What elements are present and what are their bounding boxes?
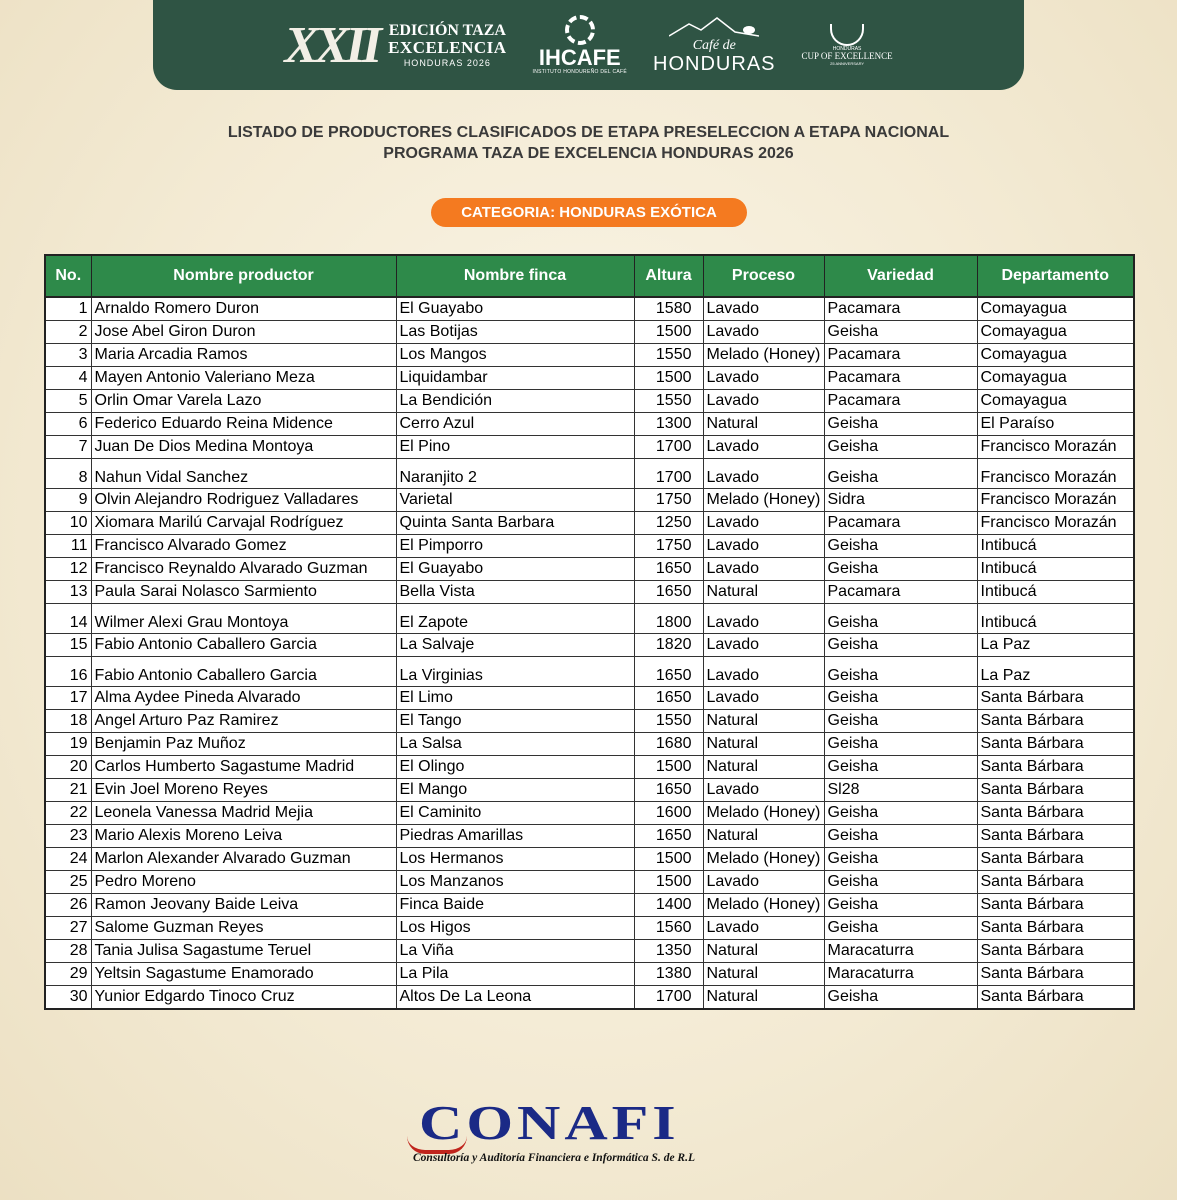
cell-variety: Geisha xyxy=(824,986,977,1010)
cell-farm: Finca Baide xyxy=(396,894,634,917)
cell-process: Lavado xyxy=(703,535,824,558)
cell-variety: Geisha xyxy=(824,871,977,894)
table-row xyxy=(45,802,1134,825)
conafi-wordmark: CONAFI xyxy=(419,1095,680,1150)
edition-line2: EXCELENCIA xyxy=(388,37,507,57)
cell-farm: El Guayabo xyxy=(396,297,634,321)
cell-farm: Los Hermanos xyxy=(396,848,634,871)
cell-process: Lavado xyxy=(703,390,824,413)
header-department: Departamento xyxy=(977,255,1134,297)
cell-farm: Liquidambar xyxy=(396,367,634,390)
cell-department: Santa Bárbara xyxy=(977,848,1134,871)
cell-process: Melado (Honey) xyxy=(703,848,824,871)
cell-no: 25 xyxy=(45,871,91,894)
cell-department: Intibucá xyxy=(977,535,1134,558)
cell-process: Lavado xyxy=(703,604,824,634)
cell-producer: Jose Abel Giron Duron xyxy=(91,321,396,344)
cell-altitude: 1550 xyxy=(634,710,703,733)
cell-producer: Pedro Moreno xyxy=(91,871,396,894)
table-row xyxy=(45,489,1134,512)
cell-producer: Xiomara Marilú Carvajal Rodríguez xyxy=(91,512,396,535)
cell-process: Lavado xyxy=(703,436,824,459)
table-row xyxy=(45,344,1134,367)
category-badge: CATEGORIA: HONDURAS EXÓTICA xyxy=(431,198,747,227)
cell-no: 23 xyxy=(45,825,91,848)
cell-department: La Paz xyxy=(977,657,1134,687)
cell-variety: Geisha xyxy=(824,756,977,779)
cell-farm: Las Botijas xyxy=(396,321,634,344)
cell-variety: Geisha xyxy=(824,848,977,871)
honduras-text: HONDURAS xyxy=(653,53,776,75)
cell-farm: El Pimporro xyxy=(396,535,634,558)
table-row xyxy=(45,779,1134,802)
cell-producer: Yunior Edgardo Tinoco Cruz xyxy=(91,986,396,1010)
cell-altitude: 1500 xyxy=(634,321,703,344)
cell-producer: Fabio Antonio Caballero Garcia xyxy=(91,634,396,657)
cell-process: Lavado xyxy=(703,687,824,710)
cell-variety: Geisha xyxy=(824,894,977,917)
cell-department: Santa Bárbara xyxy=(977,710,1134,733)
cell-department: Comayagua xyxy=(977,321,1134,344)
cell-no: 6 xyxy=(45,413,91,436)
coe-name: CUP OF EXCELLENCE xyxy=(801,50,893,61)
cell-farm: El Guayabo xyxy=(396,558,634,581)
cell-department: Comayagua xyxy=(977,297,1134,321)
table-row xyxy=(45,604,1134,634)
cell-process: Melado (Honey) xyxy=(703,344,824,367)
cell-producer: Francisco Reynaldo Alvarado Guzman xyxy=(91,558,396,581)
cell-no: 5 xyxy=(45,390,91,413)
table-row xyxy=(45,581,1134,604)
cell-department: Francisco Morazán xyxy=(977,459,1134,489)
cell-altitude: 1550 xyxy=(634,390,703,413)
cell-process: Lavado xyxy=(703,558,824,581)
cell-department: Comayagua xyxy=(977,367,1134,390)
cell-producer: Mayen Antonio Valeriano Meza xyxy=(91,367,396,390)
cell-producer: Maria Arcadia Ramos xyxy=(91,344,396,367)
cell-variety: Pacamara xyxy=(824,344,977,367)
cell-farm: La Salsa xyxy=(396,733,634,756)
cell-process: Natural xyxy=(703,710,824,733)
cell-department: Santa Bárbara xyxy=(977,986,1134,1010)
cell-no: 28 xyxy=(45,940,91,963)
cell-no: 15 xyxy=(45,634,91,657)
cell-no: 14 xyxy=(45,604,91,634)
cell-no: 12 xyxy=(45,558,91,581)
table-row xyxy=(45,512,1134,535)
cell-process: Melado (Honey) xyxy=(703,802,824,825)
cell-no: 19 xyxy=(45,733,91,756)
table-row xyxy=(45,657,1134,687)
cell-no: 7 xyxy=(45,436,91,459)
header-banner xyxy=(153,0,1024,90)
cell-process: Natural xyxy=(703,986,824,1010)
cell-producer: Evin Joel Moreno Reyes xyxy=(91,779,396,802)
cell-variety: Geisha xyxy=(824,604,977,634)
cell-farm: La Virginias xyxy=(396,657,634,687)
cell-process: Natural xyxy=(703,581,824,604)
table-row xyxy=(45,390,1134,413)
cell-altitude: 1680 xyxy=(634,733,703,756)
cell-farm: El Caminito xyxy=(396,802,634,825)
cell-altitude: 1800 xyxy=(634,604,703,634)
cell-variety: Geisha xyxy=(824,634,977,657)
table-row xyxy=(45,367,1134,390)
cell-producer: Ramon Jeovany Baide Leiva xyxy=(91,894,396,917)
cell-altitude: 1560 xyxy=(634,917,703,940)
cell-altitude: 1500 xyxy=(634,848,703,871)
cell-altitude: 1550 xyxy=(634,344,703,367)
cell-altitude: 1650 xyxy=(634,657,703,687)
cell-department: Intibucá xyxy=(977,604,1134,634)
document-title-line1: LISTADO DE PRODUCTORES CLASIFICADOS DE ETAPA PRESELECCION A ETAPA NACIONAL xyxy=(227,124,950,141)
cell-altitude: 1750 xyxy=(634,535,703,558)
cell-no: 22 xyxy=(45,802,91,825)
cell-farm: Bella Vista xyxy=(396,581,634,604)
coe-anniversary: 25 ANNIVERSARY xyxy=(830,61,865,67)
cell-producer: Orlin Omar Varela Lazo xyxy=(91,390,396,413)
cell-variety: Maracaturra xyxy=(824,963,977,986)
cell-department: Francisco Morazán xyxy=(977,489,1134,512)
cell-producer: Arnaldo Romero Duron xyxy=(91,297,396,321)
cell-farm: El Zapote xyxy=(396,604,634,634)
cell-altitude: 1700 xyxy=(634,986,703,1010)
cell-farm: Cerro Azul xyxy=(396,413,634,436)
gear-icon xyxy=(565,15,595,45)
cell-producer: Alma Aydee Pineda Alvarado xyxy=(91,687,396,710)
cafe-de-honduras-logo xyxy=(653,16,775,74)
cell-producer: Salome Guzman Reyes xyxy=(91,917,396,940)
cell-farm: Los Manzanos xyxy=(396,871,634,894)
table-row xyxy=(45,825,1134,848)
cell-department: Santa Bárbara xyxy=(977,963,1134,986)
table-row xyxy=(45,756,1134,779)
cell-department: Intibucá xyxy=(977,581,1134,604)
cell-no: 13 xyxy=(45,581,91,604)
cell-producer: Benjamin Paz Muñoz xyxy=(91,733,396,756)
cell-variety: Maracaturra xyxy=(824,940,977,963)
cell-no: 27 xyxy=(45,917,91,940)
cell-no: 26 xyxy=(45,894,91,917)
table-row xyxy=(45,436,1134,459)
cell-farm: El Mango xyxy=(396,779,634,802)
producers-table xyxy=(44,254,1135,1010)
cell-department: El Paraíso xyxy=(977,413,1134,436)
cell-no: 11 xyxy=(45,535,91,558)
cell-variety: Pacamara xyxy=(824,390,977,413)
cell-department: Francisco Morazán xyxy=(977,512,1134,535)
edition-line1: EDICIÓN TAZA xyxy=(388,21,506,39)
cell-department: La Paz xyxy=(977,634,1134,657)
table-row xyxy=(45,687,1134,710)
cell-farm: Piedras Amarillas xyxy=(396,825,634,848)
cafe-de-text: Café de xyxy=(692,38,736,53)
header-farm: Nombre finca xyxy=(396,255,634,297)
header-altitude: Altura xyxy=(634,255,703,297)
table-row xyxy=(45,986,1134,1010)
cell-no: 8 xyxy=(45,459,91,489)
cell-altitude: 1380 xyxy=(634,963,703,986)
table-row xyxy=(45,733,1134,756)
header-process: Proceso xyxy=(703,255,824,297)
table-row xyxy=(45,894,1134,917)
coe-honduras: HONDURAS xyxy=(832,45,862,52)
cell-process: Lavado xyxy=(703,871,824,894)
cell-variety: Pacamara xyxy=(824,297,977,321)
cell-process: Lavado xyxy=(703,459,824,489)
cell-altitude: 1650 xyxy=(634,558,703,581)
cell-no: 2 xyxy=(45,321,91,344)
cell-producer: Olvin Alejandro Rodriguez Valladares xyxy=(91,489,396,512)
table-body xyxy=(45,297,1134,1009)
cell-process: Natural xyxy=(703,756,824,779)
table-header-row xyxy=(45,255,1134,297)
cell-variety: Geisha xyxy=(824,733,977,756)
cell-producer: Juan De Dios Medina Montoya xyxy=(91,436,396,459)
cell-altitude: 1600 xyxy=(634,802,703,825)
cell-variety: Pacamara xyxy=(824,581,977,604)
cell-department: Comayagua xyxy=(977,390,1134,413)
cell-altitude: 1400 xyxy=(634,894,703,917)
ihcafe-subtitle: INSTITUTO HONDUREÑO DEL CAFÉ xyxy=(532,69,628,75)
conafi-logo xyxy=(407,1095,769,1168)
table-row xyxy=(45,963,1134,986)
table-row xyxy=(45,297,1134,321)
cell-department: Francisco Morazán xyxy=(977,436,1134,459)
cell-variety: Geisha xyxy=(824,687,977,710)
cell-process: Lavado xyxy=(703,321,824,344)
cell-altitude: 1820 xyxy=(634,634,703,657)
cell-variety: Geisha xyxy=(824,535,977,558)
table-row xyxy=(45,848,1134,871)
table-row xyxy=(45,871,1134,894)
cell-altitude: 1300 xyxy=(634,413,703,436)
cell-producer: Yeltsin Sagastume Enamorado xyxy=(91,963,396,986)
mountain-icon xyxy=(669,16,759,38)
cell-process: Natural xyxy=(703,963,824,986)
cell-producer: Carlos Humberto Sagastume Madrid xyxy=(91,756,396,779)
edition-line3: HONDURAS 2026 xyxy=(403,57,491,68)
cell-farm: El Tango xyxy=(396,710,634,733)
cell-producer: Fabio Antonio Caballero Garcia xyxy=(91,657,396,687)
table-row xyxy=(45,634,1134,657)
cell-variety: Geisha xyxy=(824,657,977,687)
cell-no: 24 xyxy=(45,848,91,871)
header-producer: Nombre productor xyxy=(91,255,396,297)
cell-altitude: 1750 xyxy=(634,489,703,512)
cell-producer: Wilmer Alexi Grau Montoya xyxy=(91,604,396,634)
cell-farm: La Viña xyxy=(396,940,634,963)
cell-department: Santa Bárbara xyxy=(977,917,1134,940)
cell-producer: Paula Sarai Nolasco Sarmiento xyxy=(91,581,396,604)
cell-farm: Varietal xyxy=(396,489,634,512)
cell-variety: Geisha xyxy=(824,558,977,581)
table-row xyxy=(45,321,1134,344)
cell-producer: Nahun Vidal Sanchez xyxy=(91,459,396,489)
table-row xyxy=(45,710,1134,733)
cell-department: Santa Bárbara xyxy=(977,756,1134,779)
cell-altitude: 1500 xyxy=(634,756,703,779)
cell-altitude: 1350 xyxy=(634,940,703,963)
cell-altitude: 1650 xyxy=(634,581,703,604)
header-variety: Variedad xyxy=(824,255,977,297)
cell-variety: Geisha xyxy=(824,436,977,459)
cell-no: 4 xyxy=(45,367,91,390)
table-row xyxy=(45,535,1134,558)
cell-process: Lavado xyxy=(703,779,824,802)
cell-variety: Pacamara xyxy=(824,512,977,535)
cell-department: Santa Bárbara xyxy=(977,940,1134,963)
cell-producer: Francisco Alvarado Gomez xyxy=(91,535,396,558)
cell-altitude: 1700 xyxy=(634,459,703,489)
cell-variety: Geisha xyxy=(824,321,977,344)
cell-process: Lavado xyxy=(703,367,824,390)
cell-process: Melado (Honey) xyxy=(703,894,824,917)
cell-farm: Los Higos xyxy=(396,917,634,940)
cell-no: 1 xyxy=(45,297,91,321)
cell-department: Santa Bárbara xyxy=(977,733,1134,756)
cell-no: 18 xyxy=(45,710,91,733)
cell-variety: Geisha xyxy=(824,802,977,825)
table-row xyxy=(45,558,1134,581)
cell-farm: Naranjito 2 xyxy=(396,459,634,489)
cell-no: 17 xyxy=(45,687,91,710)
edition-text xyxy=(388,23,506,68)
cell-producer: Mario Alexis Moreno Leiva xyxy=(91,825,396,848)
cell-process: Natural xyxy=(703,940,824,963)
cell-altitude: 1650 xyxy=(634,779,703,802)
cell-farm: Altos De La Leona xyxy=(396,986,634,1010)
cell-variety: Geisha xyxy=(824,413,977,436)
table-row xyxy=(45,413,1134,436)
conafi-subtitle: Consultoría y Auditoría Financiera e Informática S. de R.L xyxy=(413,1152,696,1164)
cup-of-excellence-logo xyxy=(802,24,893,67)
cell-variety: Geisha xyxy=(824,825,977,848)
cell-no: 3 xyxy=(45,344,91,367)
cell-department: Santa Bárbara xyxy=(977,802,1134,825)
cell-farm: El Limo xyxy=(396,687,634,710)
cell-no: 16 xyxy=(45,657,91,687)
cell-farm: El Olingo xyxy=(396,756,634,779)
cell-variety: Geisha xyxy=(824,459,977,489)
cell-process: Lavado xyxy=(703,917,824,940)
cup-icon xyxy=(830,24,864,46)
cell-process: Lavado xyxy=(703,512,824,535)
cell-department: Santa Bárbara xyxy=(977,687,1134,710)
xxii-edition-logo xyxy=(284,16,506,75)
cell-variety: Sl28 xyxy=(824,779,977,802)
cell-producer: Marlon Alexander Alvarado Guzman xyxy=(91,848,396,871)
cell-altitude: 1500 xyxy=(634,367,703,390)
cell-altitude: 1650 xyxy=(634,825,703,848)
cell-department: Comayagua xyxy=(977,344,1134,367)
cell-altitude: 1650 xyxy=(634,687,703,710)
cell-process: Lavado xyxy=(703,657,824,687)
edition-roman: XXII xyxy=(284,16,379,74)
cell-department: Santa Bárbara xyxy=(977,825,1134,848)
cell-altitude: 1250 xyxy=(634,512,703,535)
cell-producer: Leonela Vanessa Madrid Mejia xyxy=(91,802,396,825)
cell-no: 9 xyxy=(45,489,91,512)
cell-altitude: 1700 xyxy=(634,436,703,459)
cell-department: Santa Bárbara xyxy=(977,894,1134,917)
cell-process: Lavado xyxy=(703,297,824,321)
ihcafe-name: IHCAFE xyxy=(538,45,621,70)
cell-farm: La Pila xyxy=(396,963,634,986)
table-row xyxy=(45,917,1134,940)
cell-no: 10 xyxy=(45,512,91,535)
cell-no: 21 xyxy=(45,779,91,802)
cell-farm: Quinta Santa Barbara xyxy=(396,512,634,535)
cell-process: Lavado xyxy=(703,634,824,657)
document-title-line2: PROGRAMA TAZA DE EXCELENCIA HONDURAS 2026 xyxy=(383,145,794,162)
cell-department: Santa Bárbara xyxy=(977,779,1134,802)
cell-producer: Angel Arturo Paz Ramirez xyxy=(91,710,396,733)
cell-altitude: 1500 xyxy=(634,871,703,894)
cell-altitude: 1580 xyxy=(634,297,703,321)
cell-no: 20 xyxy=(45,756,91,779)
cell-producer: Federico Eduardo Reina Midence xyxy=(91,413,396,436)
cell-variety: Geisha xyxy=(824,710,977,733)
cell-variety: Geisha xyxy=(824,917,977,940)
cell-no: 29 xyxy=(45,963,91,986)
cell-producer: Tania Julisa Sagastume Teruel xyxy=(91,940,396,963)
cell-process: Natural xyxy=(703,825,824,848)
cell-farm: La Bendición xyxy=(396,390,634,413)
cell-farm: El Pino xyxy=(396,436,634,459)
cell-department: Intibucá xyxy=(977,558,1134,581)
cell-no: 30 xyxy=(45,986,91,1010)
cell-farm: Los Mangos xyxy=(396,344,634,367)
cell-department: Santa Bárbara xyxy=(977,871,1134,894)
header-no: No. xyxy=(45,255,91,297)
ihcafe-logo xyxy=(533,15,628,75)
cell-variety: Sidra xyxy=(824,489,977,512)
cell-farm: La Salvaje xyxy=(396,634,634,657)
cell-variety: Pacamara xyxy=(824,367,977,390)
cell-process: Natural xyxy=(703,413,824,436)
cell-process: Natural xyxy=(703,733,824,756)
table-row xyxy=(45,459,1134,489)
cell-process: Melado (Honey) xyxy=(703,489,824,512)
table-row xyxy=(45,940,1134,963)
